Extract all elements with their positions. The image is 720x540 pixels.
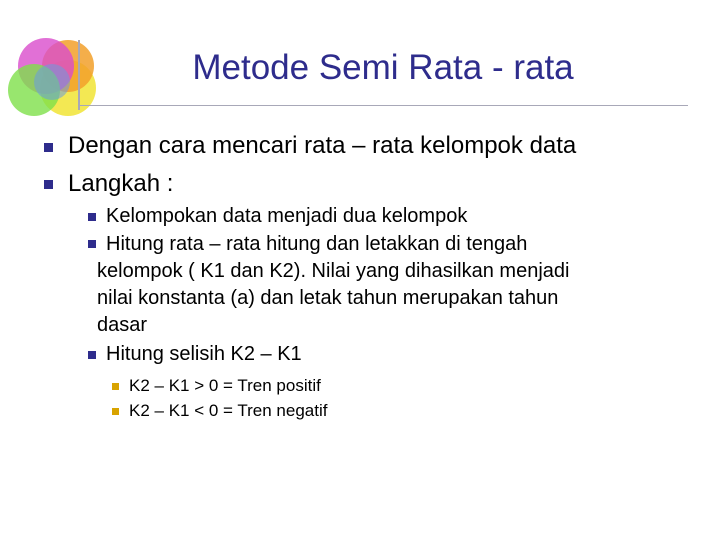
title-underline <box>78 105 688 106</box>
bullet-text-l3-2: K2 – K1 < 0 = Tren negatif <box>129 401 328 420</box>
bullet-l2-3 <box>88 351 96 359</box>
bullet-text-l2-2-line2: kelompok ( K1 dan K2). Nilai yang dihasilkan menjadi <box>97 260 570 282</box>
bullet-l1-1 <box>44 143 53 152</box>
bullet-text-l2-2-line3: nilai konstanta (a) dan letak tahun merupakan tahun <box>97 287 559 309</box>
bullet-l2-1 <box>88 213 96 221</box>
bullet-text-l2-1: Kelompokan data menjadi dua kelompok <box>106 205 468 227</box>
bullet-l3-2 <box>112 408 119 415</box>
bullet-l2-2 <box>88 240 96 248</box>
bullet-text-l2-2-line4: dasar <box>97 314 148 336</box>
logo-circle-blue <box>34 64 70 100</box>
bullet-l3-1 <box>112 383 119 390</box>
bullet-text-l2-3: Hitung selisih K2 – K1 <box>106 343 302 365</box>
bullet-text-l1-2: Langkah : <box>68 170 174 197</box>
bullet-text-l3-1: K2 – K1 > 0 = Tren positif <box>129 376 321 395</box>
bullet-l1-2 <box>44 180 53 189</box>
bullet-text-l2-2-line1: Hitung rata – rata hitung dan letakkan di tengah <box>106 233 528 255</box>
bullet-text-l1-1: Dengan cara mencari rata – rata kelompok data <box>68 132 577 159</box>
slide-title: Metode Semi Rata - rata <box>192 48 574 87</box>
